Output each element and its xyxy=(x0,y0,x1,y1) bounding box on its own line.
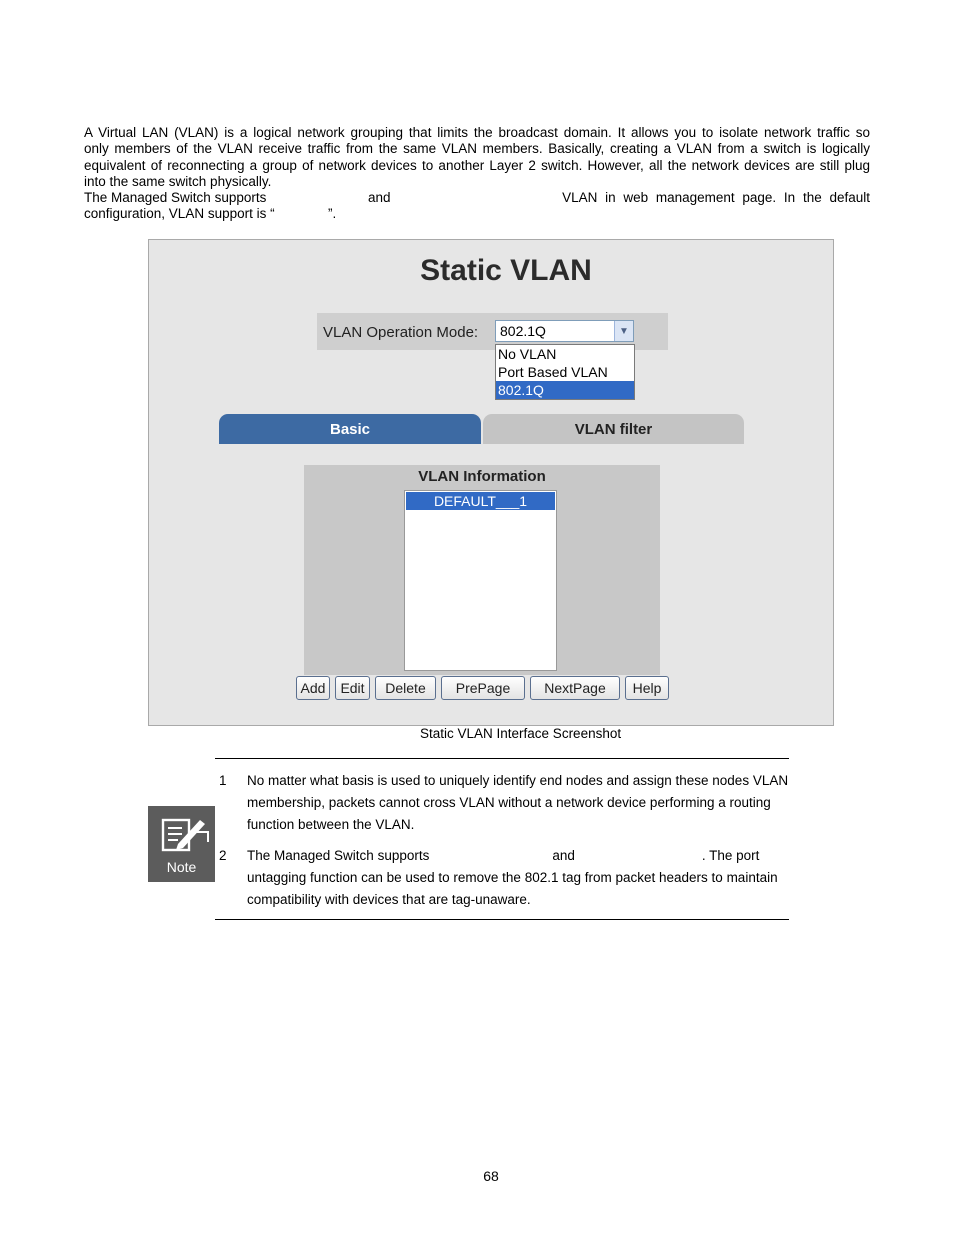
add-button[interactable]: Add xyxy=(296,676,330,700)
figure-caption: Static VLAN Interface Screenshot xyxy=(420,726,622,741)
static-vlan-screenshot xyxy=(148,239,834,726)
note-text-part: . The port untagging function can be used to remove the 802.1 tag from packet headers to maintain compatibility with devices that are tag-unaware. xyxy=(247,848,778,907)
intro-text: The Managed Switch supports xyxy=(84,190,267,206)
vlan-information-panel xyxy=(304,465,660,675)
note-text-part: The Managed Switch supports xyxy=(247,848,430,863)
note-label: Note xyxy=(166,859,197,875)
intro-line: equivalent of reconnecting a group of network devices to another Layer 2 switch. However, all the network devices are still plug xyxy=(84,157,870,173)
intro-text: and xyxy=(368,190,391,206)
vlan-listbox[interactable] xyxy=(404,490,557,671)
page-number: 68 xyxy=(483,1168,499,1184)
list-item[interactable]: DEFAULT___1 xyxy=(406,492,555,510)
intro-paragraph xyxy=(84,125,870,223)
chevron-down-icon[interactable]: ▼ xyxy=(614,321,633,341)
dropdown-option-port-based[interactable]: Port Based VLAN xyxy=(498,364,608,380)
delete-button[interactable]: Delete xyxy=(375,676,436,700)
intro-text: configuration, VLAN support is “ xyxy=(84,206,275,222)
vlan-information-title: VLAN Information xyxy=(418,468,546,485)
note-text-part: and xyxy=(552,848,575,863)
note-item-1 xyxy=(219,770,789,836)
intro-text: ”. xyxy=(328,206,337,222)
note-text: No matter what basis is used to uniquely identify end nodes and assign these nodes VLAN membership, packets cannot cross VLAN without a network device performing a routing function between the VLAN. xyxy=(247,773,789,832)
prepage-button[interactable]: PrePage xyxy=(441,676,525,700)
vlan-mode-value: 802.1Q xyxy=(500,323,546,339)
dropdown-option-8021q[interactable]: 802.1Q xyxy=(496,381,634,399)
note-icon xyxy=(148,806,215,882)
dropdown-option-no-vlan[interactable]: No VLAN xyxy=(498,346,557,362)
button-row xyxy=(149,676,833,702)
note-pen-icon xyxy=(148,806,215,861)
vlan-mode-label: VLAN Operation Mode: xyxy=(323,324,479,341)
note-text xyxy=(247,845,789,911)
nextpage-button[interactable]: NextPage xyxy=(530,676,620,700)
note-number: 1 xyxy=(219,773,227,788)
page-title: Static VLAN xyxy=(420,254,592,287)
help-button[interactable]: Help xyxy=(625,676,669,700)
vlan-mode-select[interactable] xyxy=(495,320,634,342)
intro-line xyxy=(84,190,870,206)
note-item-2 xyxy=(219,845,789,911)
intro-line: into the same switch physically. xyxy=(84,173,272,189)
intro-text: VLAN in web management page. In the default xyxy=(562,190,870,206)
note-number: 2 xyxy=(219,848,227,863)
vlan-mode-dropdown xyxy=(495,344,635,400)
note-bottom-rule xyxy=(215,919,789,920)
note-top-rule xyxy=(215,758,789,759)
intro-line: only members of the VLAN receive traffic from the same VLAN members. Basically, creating a VLAN from a switch is logically xyxy=(84,141,870,157)
edit-button[interactable]: Edit xyxy=(335,676,370,700)
intro-line: A Virtual LAN (VLAN) is a logical network grouping that limits the broadcast domain. It allows you to isolate network traffic so xyxy=(84,125,870,140)
tab-vlan-filter[interactable]: VLAN filter xyxy=(483,414,744,444)
intro-line xyxy=(84,206,870,222)
tab-basic[interactable]: Basic xyxy=(219,414,481,444)
